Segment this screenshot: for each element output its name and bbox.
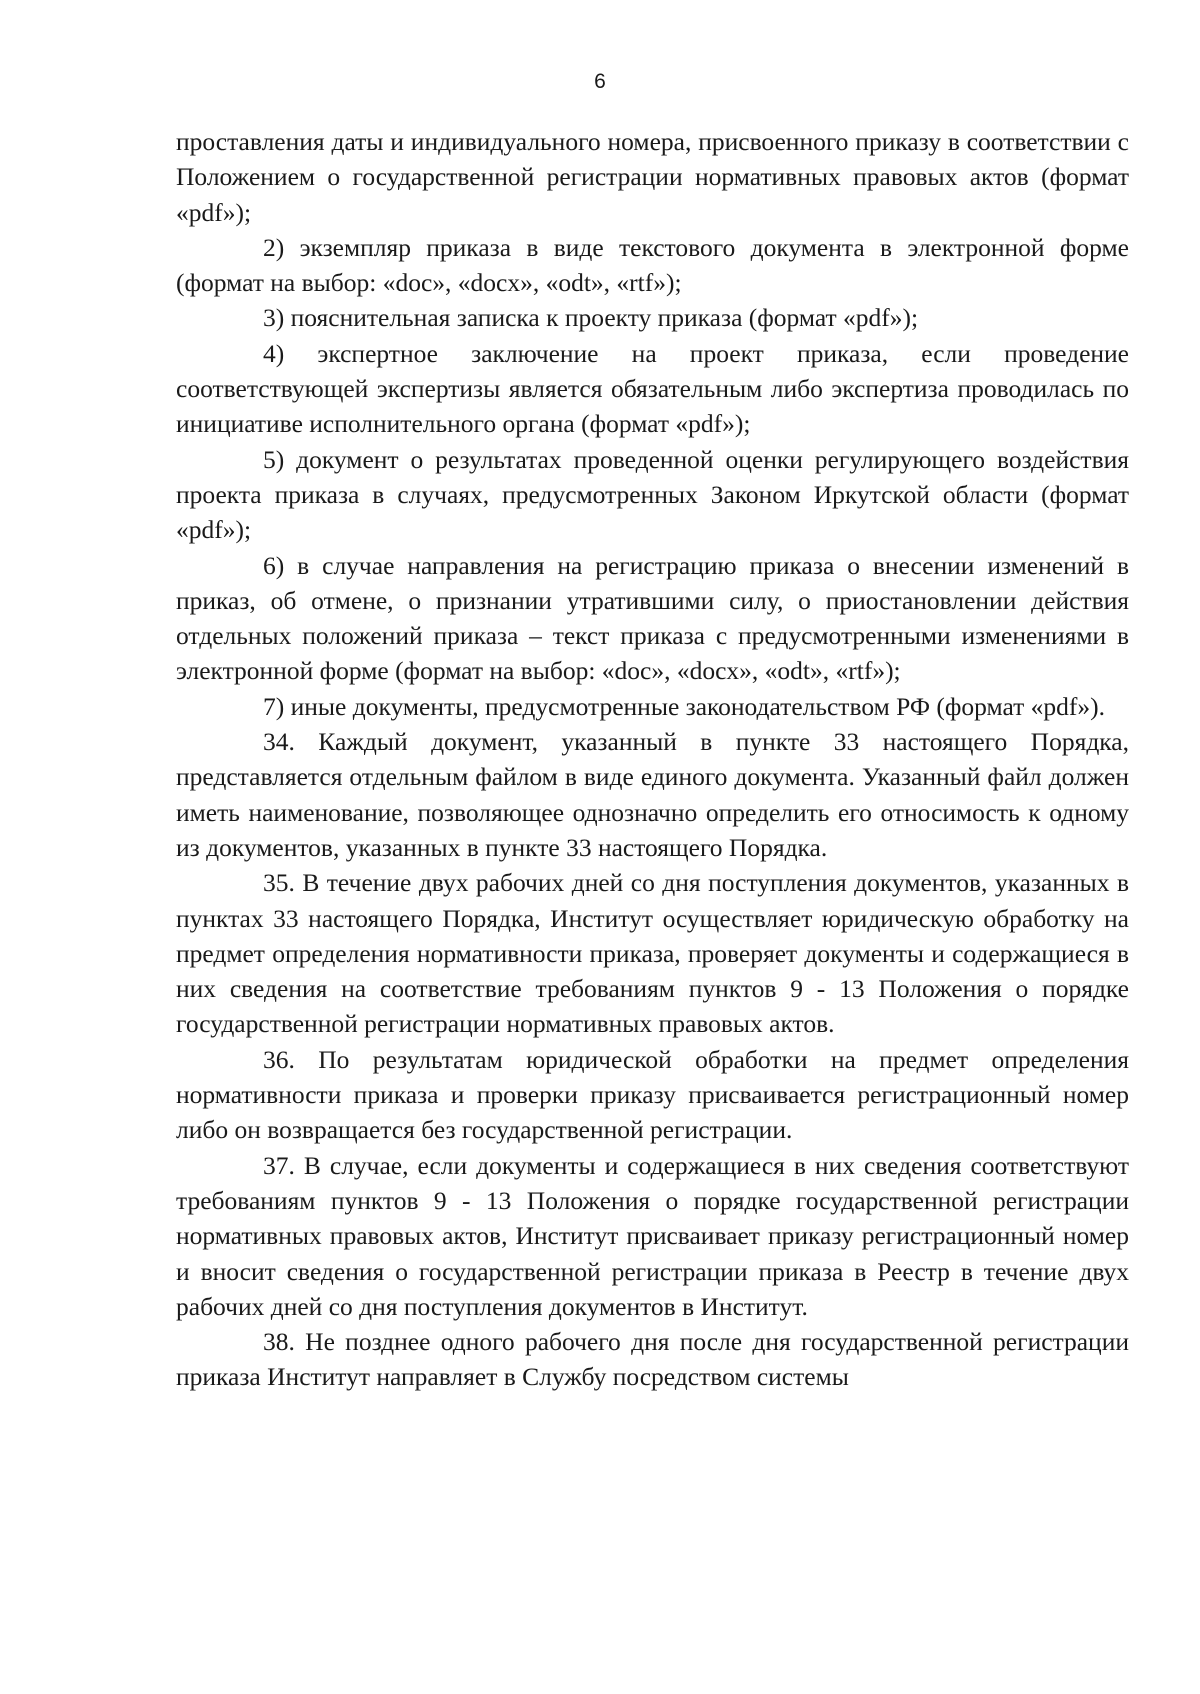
list-item-3: 3) пояснительная записка к проекту приказа (формат «pdf»); bbox=[263, 303, 919, 333]
list-item-6: 6) в случае направления на регистрацию приказа о внесении изменений в приказ, об отмене, о признании утратившими силу, о приостановлении действия отдельных положений приказа – текст приказа с предусмотренными изменениями в электронной форме (формат на выбор: «doc», «docx», «odt», «rtf»); bbox=[176, 550, 1129, 686]
list-item-5: 5) документ о результатах проведенной оценки регулирующего воздействия проекта приказа в случаях, предусмотренных Законом Иркутской области (формат «pdf»); bbox=[176, 444, 1129, 545]
list-item-2: 2) экземпляр приказа в виде текстового документа в электронной форме (формат на выбор: «doc», «docx», «odt», «rtf»); bbox=[176, 232, 1129, 298]
clause-36: 36. По результатам юридической обработки на предмет определения нормативности приказа и проверки приказу присваивается регистрационный номер либо он возвращается без государственной регистрации. bbox=[176, 1044, 1129, 1145]
paragraph-continuation: проставления даты и индивидуального номера, присвоенного приказу в соответствии с Положением о государственной регистрации нормативных правовых актов (формат «pdf»); bbox=[176, 127, 1129, 227]
list-item-7: 7) иные документы, предусмотренные законодательством РФ (формат «pdf»). bbox=[263, 691, 1105, 721]
clause-37: 37. В случае, если документы и содержащиеся в них сведения соответствуют требованиям пунктов 9 - 13 Положения о порядке государственной регистрации нормативных правовых актов, Институт присваивает приказу регистрационный номер и вносит сведения о государственной регистрации приказа в Реестр в течение двух рабочих дней со дня поступления документов в Институт. bbox=[176, 1150, 1129, 1321]
clause-35: 35. В течение двух рабочих дней со дня поступления документов, указанных в пунктах 33 настоящего Порядка, Институт осуществляет юридическую обработку на предмет определения нормативности приказа, проверяет документы и содержащиеся в них сведения на соответствие требованиям пунктов 9 - 13 Положения о порядке государственной регистрации нормативных правовых актов. bbox=[176, 868, 1129, 1039]
page-number: 6 bbox=[594, 70, 606, 93]
clause-38: 38. Не позднее одного рабочего дня после дня государственной регистрации приказа Институт направляет в Службу посредством системы bbox=[176, 1327, 1129, 1392]
clause-34: 34. Каждый документ, указанный в пункте 33 настоящего Порядка, представляется отдельным файлом в виде единого документа. Указанный файл должен иметь наименование, позволяющее однозначно определить его относимость к одному из документов, указанных в пункте 33 настоящего Порядка. bbox=[176, 727, 1129, 862]
document-body bbox=[176, 124, 1129, 1395]
list-item-4: 4) экспертное заключение на проект приказа, если проведение соответствующей экспертизы является обязательным либо экспертиза проводилась по инициативе исполнительного органа (формат «pdf»); bbox=[176, 338, 1129, 439]
